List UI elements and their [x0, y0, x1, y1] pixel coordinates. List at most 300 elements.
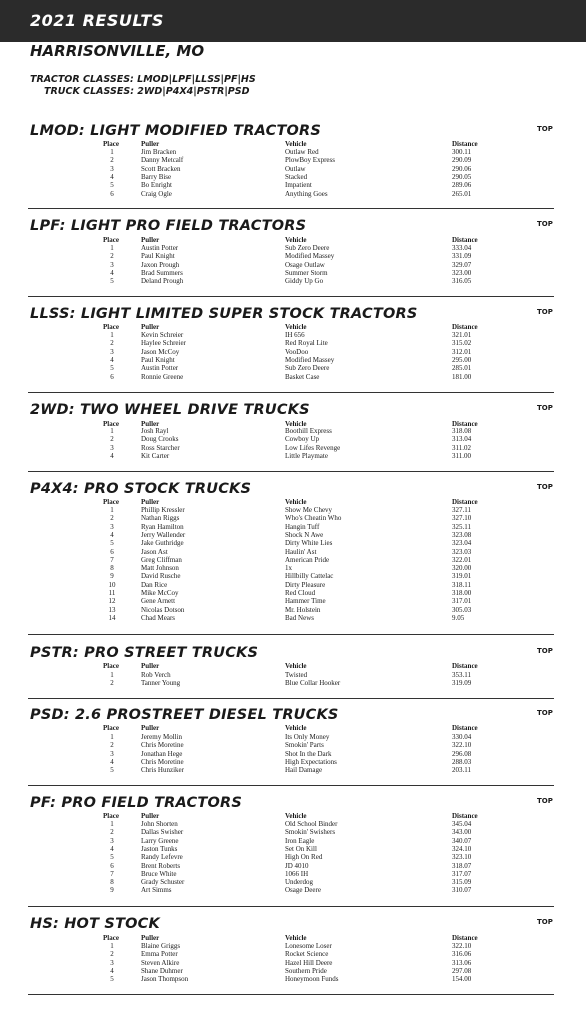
back-to-top-link[interactable]: TOP: [537, 797, 553, 805]
cell-puller: Greg Cliffman: [141, 555, 182, 564]
cell-distance: 300.11: [452, 148, 471, 156]
cell-puller: Brad Summers: [141, 268, 183, 277]
table-row: [0, 452, 586, 460]
table-row: [0, 679, 586, 687]
column-header-puller: Puller: [141, 323, 160, 331]
cell-vehicle: Shock N Awe: [285, 530, 324, 539]
cell-distance: 327.10: [452, 514, 472, 523]
table-row: [0, 837, 586, 845]
cell-vehicle: Giddy Up Go: [285, 277, 324, 286]
table-row: [0, 331, 586, 339]
cell-vehicle: American Pride: [285, 555, 330, 564]
cell-puller: Paul Knight: [141, 252, 175, 261]
table-row: [0, 269, 586, 277]
cell-place: 4: [110, 451, 114, 460]
cell-puller: Jerry Wallender: [141, 530, 186, 539]
truck-classes-line: TRUCK CLASSES: 2WD|P4X4|PSTR|PSD: [44, 86, 250, 97]
cell-place: 4: [110, 172, 114, 181]
cell-puller: Steven Alkire: [141, 958, 180, 967]
column-header-place: Place: [103, 724, 119, 732]
column-header-puller: Puller: [141, 420, 160, 428]
section-divider: [28, 634, 554, 635]
cell-place: 1: [110, 427, 114, 435]
table-row: [0, 277, 586, 285]
cell-distance: 311.00: [452, 451, 471, 460]
column-header-distance: Distance: [452, 662, 478, 670]
cell-puller: Paul Knight: [141, 355, 175, 364]
column-header-vehicle: Vehicle: [285, 140, 307, 148]
cell-puller: Austin Potter: [141, 244, 179, 252]
back-to-top-link[interactable]: TOP: [537, 308, 553, 316]
cell-distance: 345.04: [452, 820, 472, 828]
cell-distance: 322.10: [452, 942, 472, 950]
cell-puller: Chris Moretine: [141, 741, 184, 750]
cell-distance: 289.06: [452, 181, 472, 190]
cell-puller: Chris Hunziker: [141, 766, 184, 775]
cell-place: 1: [110, 671, 114, 679]
table-row: [0, 556, 586, 564]
cell-vehicle: Twisted: [285, 671, 308, 679]
cell-distance: 331.09: [452, 252, 472, 261]
column-header-place: Place: [103, 323, 119, 331]
cell-vehicle: 1066 IH: [285, 869, 309, 878]
cell-place: 5: [110, 853, 114, 862]
column-header-distance: Distance: [452, 812, 478, 820]
table-row: [0, 870, 586, 878]
column-header-vehicle: Vehicle: [285, 236, 307, 244]
cell-vehicle: Dirty Pleasure: [285, 580, 326, 589]
table-row: [0, 435, 586, 443]
cell-vehicle: Hangin Tuff: [285, 522, 320, 531]
column-header-distance: Distance: [452, 140, 478, 148]
cell-vehicle: Bad News: [285, 613, 314, 622]
cell-vehicle: Osage Deere: [285, 886, 321, 895]
cell-vehicle: VooDoo: [285, 347, 309, 356]
table-row: [0, 356, 586, 364]
cell-place: 4: [110, 530, 114, 539]
column-header-place: Place: [103, 236, 119, 244]
cell-place: 5: [110, 364, 114, 373]
table-row: [0, 364, 586, 372]
table-header-row: [0, 662, 586, 670]
cell-place: 3: [110, 836, 114, 845]
table-row: [0, 671, 586, 679]
cell-vehicle: Sub Zero Deere: [285, 244, 330, 252]
cell-puller: Jason Thompson: [141, 975, 189, 984]
cell-place: 5: [110, 766, 114, 775]
cell-puller: Jason McCoy: [141, 347, 180, 356]
back-to-top-link[interactable]: TOP: [537, 918, 553, 926]
table-row: [0, 244, 586, 252]
cell-place: 8: [110, 564, 114, 573]
column-header-puller: Puller: [141, 236, 160, 244]
cell-vehicle: PlowBoy Express: [285, 156, 335, 165]
column-header-puller: Puller: [141, 140, 160, 148]
cell-puller: Grady Schuster: [141, 878, 185, 887]
table-row: [0, 348, 586, 356]
column-header-place: Place: [103, 420, 119, 428]
cell-vehicle: Sub Zero Deere: [285, 364, 330, 373]
section-divider: [28, 906, 554, 907]
table-row: [0, 975, 586, 983]
section-title: PF: PRO FIELD TRACTORS: [30, 795, 242, 811]
table-row: [0, 878, 586, 886]
cell-vehicle: Little Playmate: [285, 451, 328, 460]
cell-puller: Craig Ogle: [141, 189, 172, 198]
cell-vehicle: Underdog: [285, 878, 313, 887]
table-row: [0, 967, 586, 975]
title-bar: [0, 0, 586, 42]
cell-place: 12: [108, 597, 116, 606]
cell-place: 7: [110, 869, 114, 878]
table-row: [0, 597, 586, 605]
cell-distance: 297.08: [452, 966, 472, 975]
cell-distance: 323.04: [452, 539, 472, 548]
cell-puller: Jim Bracken: [141, 148, 177, 156]
cell-distance: 311.02: [452, 443, 471, 452]
cell-vehicle: Dirty White Lies: [285, 539, 333, 548]
section-divider: [28, 994, 554, 995]
section-title: LLSS: LIGHT LIMITED SUPER STOCK TRACTORS: [30, 306, 418, 322]
cell-vehicle: Blue Collar Hooker: [285, 679, 341, 688]
cell-distance: 329.07: [452, 260, 472, 269]
cell-place: 1: [110, 733, 114, 741]
cell-vehicle: IH 656: [285, 331, 305, 339]
cell-vehicle: Hammer Time: [285, 597, 326, 606]
cell-puller: Phillip Kressler: [141, 506, 185, 514]
table-row: [0, 820, 586, 828]
cell-vehicle: Shot In the Dark: [285, 749, 332, 758]
cell-vehicle: Iron Eagle: [285, 836, 315, 845]
table-header-row: [0, 934, 586, 942]
cell-distance: 340.07: [452, 836, 472, 845]
cell-vehicle: Osage Outlaw: [285, 260, 325, 269]
table-row: [0, 506, 586, 514]
table-row: [0, 523, 586, 531]
column-header-vehicle: Vehicle: [285, 498, 307, 506]
table-header-row: [0, 724, 586, 732]
table-row: [0, 886, 586, 894]
cell-place: 3: [110, 164, 114, 173]
cell-distance: 318.07: [452, 861, 472, 870]
cell-distance: 315.09: [452, 878, 472, 887]
table-row: [0, 581, 586, 589]
cell-puller: Ross Starcher: [141, 443, 180, 452]
table-row: [0, 427, 586, 435]
cell-distance: 154.00: [452, 975, 472, 984]
column-header-puller: Puller: [141, 934, 160, 942]
cell-distance: 295.00: [452, 355, 472, 364]
table-row: [0, 959, 586, 967]
cell-vehicle: High On Red: [285, 853, 323, 862]
table-row: [0, 252, 586, 260]
table-row: [0, 531, 586, 539]
cell-puller: Blaine Griggs: [141, 942, 181, 950]
cell-puller: Barry Bise: [141, 172, 172, 181]
column-header-puller: Puller: [141, 662, 160, 670]
column-header-place: Place: [103, 662, 119, 670]
cell-puller: Art Simms: [141, 886, 172, 895]
cell-distance: 181.00: [452, 372, 472, 381]
cell-puller: Doug Crooks: [141, 435, 179, 444]
cell-puller: Mike McCoy: [141, 589, 179, 597]
section-divider: [28, 208, 554, 209]
cell-vehicle: Haulin' Ast: [285, 547, 317, 556]
cell-puller: Dan Rice: [141, 580, 168, 589]
cell-place: 1: [110, 244, 114, 252]
cell-distance: 317.01: [452, 597, 472, 606]
table-row: [0, 339, 586, 347]
table-row: [0, 181, 586, 189]
cell-vehicle: Who's Cheatin Who: [285, 514, 342, 523]
cell-puller: Chris Moretine: [141, 757, 184, 766]
cell-puller: Jeremy Mollin: [141, 733, 183, 741]
table-row: [0, 572, 586, 580]
cell-puller: Deland Prough: [141, 277, 184, 286]
cell-vehicle: Hillbilly Cattelac: [285, 572, 334, 581]
cell-distance: 203.11: [452, 766, 471, 775]
section-title: 2WD: TWO WHEEL DRIVE TRUCKS: [30, 402, 310, 418]
location-heading: HARRISONVILLE, MO: [30, 42, 205, 60]
cell-distance: 333.04: [452, 244, 472, 252]
cell-vehicle: Boothill Express: [285, 427, 332, 435]
column-header-distance: Distance: [452, 236, 478, 244]
cell-place: 2: [110, 950, 114, 959]
column-header-distance: Distance: [452, 934, 478, 942]
cell-puller: Haylee Schreier: [141, 339, 186, 348]
cell-vehicle: Its Only Money: [285, 733, 330, 741]
cell-place: 7: [110, 555, 114, 564]
column-header-distance: Distance: [452, 724, 478, 732]
table-row: [0, 750, 586, 758]
cell-puller: Brent Roberts: [141, 861, 181, 870]
cell-place: 2: [110, 741, 114, 750]
cell-place: 2: [110, 514, 114, 523]
cell-place: 5: [110, 975, 114, 984]
column-header-place: Place: [103, 812, 119, 820]
column-header-distance: Distance: [452, 323, 478, 331]
column-header-puller: Puller: [141, 724, 160, 732]
column-header-vehicle: Vehicle: [285, 662, 307, 670]
cell-vehicle: Outlaw: [285, 164, 306, 173]
cell-vehicle: High Expectations: [285, 757, 337, 766]
cell-place: 2: [110, 828, 114, 837]
cell-distance: 325.11: [452, 522, 471, 531]
table-row: [0, 741, 586, 749]
cell-puller: Jaston Tunks: [141, 844, 178, 853]
cell-vehicle: Set On Kill: [285, 844, 317, 853]
table-row: [0, 614, 586, 622]
cell-distance: 9.05: [452, 613, 465, 622]
cell-place: 2: [110, 339, 114, 348]
section-divider: [28, 392, 554, 393]
cell-place: 14: [108, 613, 116, 622]
cell-puller: Danny Metcalf: [141, 156, 184, 165]
cell-distance: 323.10: [452, 853, 472, 862]
cell-puller: John Shorten: [141, 820, 178, 828]
table-row: [0, 758, 586, 766]
cell-distance: 296.08: [452, 749, 472, 758]
cell-vehicle: Southern Pride: [285, 966, 327, 975]
cell-puller: Tanner Young: [141, 679, 181, 688]
cell-vehicle: Smokin' Parts: [285, 741, 324, 750]
cell-place: 5: [110, 277, 114, 286]
table-row: [0, 156, 586, 164]
cell-place: 13: [108, 605, 116, 614]
cell-vehicle: Cowboy Up: [285, 435, 320, 444]
table-row: [0, 766, 586, 774]
cell-distance: 323.03: [452, 547, 472, 556]
cell-place: 4: [110, 268, 114, 277]
cell-vehicle: Hail Damage: [285, 766, 323, 775]
table-header-row: [0, 812, 586, 820]
cell-vehicle: Old School Binder: [285, 820, 338, 828]
column-header-vehicle: Vehicle: [285, 323, 307, 331]
cell-vehicle: Hazel Hill Deere: [285, 958, 333, 967]
cell-vehicle: Mr. Holstein: [285, 605, 321, 614]
cell-puller: Dallas Swisher: [141, 828, 184, 837]
cell-place: 9: [110, 886, 114, 895]
cell-place: 2: [110, 156, 114, 165]
cell-place: 1: [110, 331, 114, 339]
cell-place: 1: [110, 148, 114, 156]
section-divider: [28, 698, 554, 699]
cell-vehicle: Show Me Chevy: [285, 506, 333, 514]
cell-puller: Larry Greene: [141, 836, 179, 845]
cell-puller: Ronnie Greene: [141, 372, 184, 381]
table-row: [0, 942, 586, 950]
section-title: HS: HOT STOCK: [30, 916, 160, 932]
column-header-place: Place: [103, 934, 119, 942]
tractor-classes-line: TRACTOR CLASSES: LMOD|LPF|LLSS|PF|HS: [30, 74, 256, 85]
cell-distance: 353.11: [452, 671, 471, 679]
cell-place: 8: [110, 878, 114, 887]
column-header-place: Place: [103, 498, 119, 506]
cell-place: 3: [110, 958, 114, 967]
column-header-puller: Puller: [141, 812, 160, 820]
table-header-row: [0, 236, 586, 244]
table-row: [0, 444, 586, 452]
cell-distance: 265.01: [452, 189, 472, 198]
section-title: PSD: 2.6 PROSTREET DIESEL TRUCKS: [30, 707, 339, 723]
cell-place: 11: [108, 589, 116, 597]
table-row: [0, 190, 586, 198]
cell-puller: Jason Ast: [141, 547, 168, 556]
cell-vehicle: Honeymoon Funds: [285, 975, 339, 984]
table-row: [0, 514, 586, 522]
cell-vehicle: Rocket Science: [285, 950, 329, 959]
back-to-top-link[interactable]: TOP: [537, 647, 553, 655]
cell-puller: Emma Potter: [141, 950, 178, 959]
section-title: P4X4: PRO STOCK TRUCKS: [30, 481, 252, 497]
table-header-row: [0, 323, 586, 331]
cell-vehicle: Red Cloud: [285, 589, 316, 597]
column-header-distance: Distance: [452, 498, 478, 506]
cell-puller: Chad Mears: [141, 613, 176, 622]
cell-distance: 318.11: [452, 580, 471, 589]
cell-distance: 290.05: [452, 172, 472, 181]
cell-place: 6: [110, 547, 114, 556]
cell-place: 6: [110, 372, 114, 381]
cell-puller: Gene Arnett: [141, 597, 176, 606]
back-to-top-link[interactable]: TOP: [537, 709, 553, 717]
cell-puller: Austin Potter: [141, 364, 179, 373]
cell-distance: 319.01: [452, 572, 472, 581]
cell-place: 1: [110, 820, 114, 828]
cell-distance: 316.05: [452, 277, 472, 286]
column-header-vehicle: Vehicle: [285, 724, 307, 732]
section-divider: [28, 471, 554, 472]
cell-distance: 316.06: [452, 950, 472, 959]
cell-vehicle: Impatient: [285, 181, 312, 190]
cell-vehicle: Basket Case: [285, 372, 320, 381]
table-row: [0, 589, 586, 597]
cell-vehicle: Stacked: [285, 172, 308, 181]
cell-vehicle: Lonesome Loser: [285, 942, 332, 950]
table-row: [0, 539, 586, 547]
cell-puller: Kevin Schreier: [141, 331, 184, 339]
cell-distance: 319.09: [452, 679, 472, 688]
cell-puller: Nathan Riggs: [141, 514, 180, 523]
cell-distance: 330.04: [452, 733, 472, 741]
back-to-top-link[interactable]: TOP: [537, 483, 553, 491]
cell-puller: Jonathan Hege: [141, 749, 183, 758]
cell-vehicle: Anything Goes: [285, 189, 328, 198]
cell-distance: 317.07: [452, 869, 472, 878]
column-header-distance: Distance: [452, 420, 478, 428]
column-header-vehicle: Vehicle: [285, 812, 307, 820]
table-row: [0, 853, 586, 861]
table-row: [0, 828, 586, 836]
table-row: [0, 261, 586, 269]
table-row: [0, 173, 586, 181]
cell-place: 4: [110, 355, 114, 364]
table-row: [0, 548, 586, 556]
cell-puller: Rob Verch: [141, 671, 171, 679]
cell-place: 6: [110, 861, 114, 870]
page-title: 2021 RESULTS: [30, 11, 164, 30]
cell-vehicle: Summer Storm: [285, 268, 328, 277]
cell-place: 3: [110, 749, 114, 758]
cell-vehicle: Modified Massey: [285, 252, 335, 261]
cell-distance: 343.00: [452, 828, 472, 837]
cell-puller: Kit Carter: [141, 451, 170, 460]
cell-distance: 313.04: [452, 435, 472, 444]
table-row: [0, 845, 586, 853]
cell-distance: 323.00: [452, 268, 472, 277]
back-to-top-link[interactable]: TOP: [537, 404, 553, 412]
column-header-vehicle: Vehicle: [285, 934, 307, 942]
cell-distance: 322.10: [452, 741, 472, 750]
table-row: [0, 606, 586, 614]
cell-distance: 327.11: [452, 506, 471, 514]
cell-distance: 318.00: [452, 589, 472, 597]
cell-vehicle: 1x: [285, 564, 292, 573]
cell-distance: 312.01: [452, 347, 472, 356]
cell-place: 9: [110, 572, 114, 581]
cell-place: 4: [110, 844, 114, 853]
cell-vehicle: JD 4010: [285, 861, 309, 870]
back-to-top-link[interactable]: TOP: [537, 125, 553, 133]
table-row: [0, 950, 586, 958]
back-to-top-link[interactable]: TOP: [537, 220, 553, 228]
cell-puller: Bo Enright: [141, 181, 172, 190]
table-row: [0, 373, 586, 381]
cell-place: 2: [110, 435, 114, 444]
cell-puller: Josh Rayl: [141, 427, 169, 435]
cell-distance: 305.03: [452, 605, 472, 614]
cell-puller: David Rusche: [141, 572, 181, 581]
